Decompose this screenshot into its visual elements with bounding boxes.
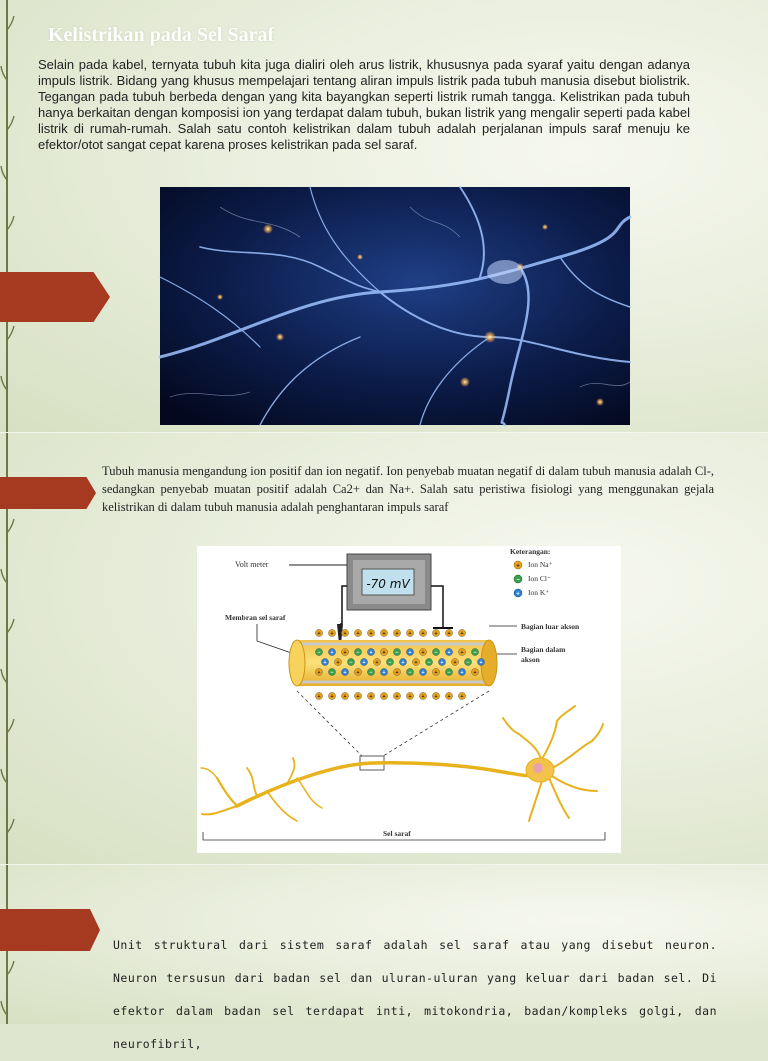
ion-sign: + (421, 694, 425, 700)
inner-axon-label-2: akson (521, 655, 540, 664)
ion-sign: + (369, 631, 373, 637)
slide-3 (0, 865, 768, 1051)
ion-sign: + (395, 670, 399, 676)
ion-sign: − (317, 650, 321, 656)
ion-sign: + (434, 694, 438, 700)
ion-sign: + (421, 650, 425, 656)
ion-sign: + (343, 670, 347, 676)
ion-sign: + (382, 694, 386, 700)
ion-sign: − (447, 670, 451, 676)
ion-sign: + (330, 650, 334, 656)
ion-sign: + (479, 660, 483, 666)
voltmeter-label: Volt meter (235, 560, 269, 569)
ion-sign: + (434, 631, 438, 637)
ion-sign: + (382, 650, 386, 656)
ion-sign: + (330, 631, 334, 637)
ion-sign: + (440, 660, 444, 666)
ion-sign: + (343, 650, 347, 656)
ion-sign: + (473, 670, 477, 676)
ion-sign: + (434, 670, 438, 676)
ion-sign: + (460, 670, 464, 676)
ion-sign: + (447, 694, 451, 700)
ion-sign: − (349, 660, 353, 666)
ion-sign: + (375, 660, 379, 666)
ion-sign: + (408, 694, 412, 700)
legend-cl: Ion Cl⁻ (528, 574, 551, 583)
legend-title: Keterangan: (510, 547, 551, 556)
ion-sign: + (317, 694, 321, 700)
slide-1 (0, 0, 768, 433)
ion-sign: + (362, 660, 366, 666)
ion-sign: + (460, 694, 464, 700)
accent-tag (0, 909, 100, 951)
cell-label: Sel saraf (383, 829, 411, 838)
intro-paragraph: Selain pada kabel, ternyata tubuh kita juga dialiri oleh arus listrik, khususnya pada syaraf yaitu dengan adanya impuls listrik. Bidang yang khusus mempelajari tentang aliran impuls listrik pada tubuh manusia disebut biolistrik. Tegangan pada tubuh berbeda dengan yang kita bayangkan seperti listrik rumah tangga. Kelistrikan pada tubuh hanya berkaitan dengan komposisi ion yang terdapat dalam tubuh, bukan listrik yang mengalir seperti pada kabel listrik di rumah-rumah. Salah satu contoh kelistrikan dalam tubuh adalah perjalanan impuls saraf menuju ke efektor/otot sangat cepat karena proses kelistrikan pada sel saraf. (38, 57, 690, 152)
ion-sign: + (408, 650, 412, 656)
svg-text:+: + (516, 591, 520, 598)
ion-sign: − (408, 670, 412, 676)
ion-sign: + (421, 670, 425, 676)
ion-sign: + (317, 631, 321, 637)
vine-decoration (0, 0, 14, 433)
ion-sign: + (414, 660, 418, 666)
ion-sign: + (356, 670, 360, 676)
ion-sign: + (369, 694, 373, 700)
ion-sign: + (401, 660, 405, 666)
membrane-label: Membran sel saraf (225, 613, 286, 622)
ion-sign: + (382, 631, 386, 637)
ion-sign: − (388, 660, 392, 666)
outer-ions-bottom (315, 692, 465, 700)
ion-sign: + (343, 631, 347, 637)
ion-sign: − (395, 650, 399, 656)
ion-sign: + (356, 631, 360, 637)
ion-sign: + (408, 631, 412, 637)
ion-sign: − (427, 660, 431, 666)
neuron-structure-paragraph: Unit struktural dari sistem saraf adalah sel saraf atau yang disebut neuron. Neuron tersusun dari badan sel dan uluran-uluran yang keluar dari badan sel. Di efektor dalam badan sel terdapat inti, mitokondria, badan/kompleks golgi, dan neurofibril, (113, 938, 717, 1051)
ion-sign: − (330, 670, 334, 676)
ion-sign: + (382, 670, 386, 676)
accent-tag (0, 477, 96, 509)
ion-sign: + (453, 660, 457, 666)
neuron-nucleus (533, 763, 543, 773)
ion-sign: + (336, 660, 340, 666)
slide-title: Kelistrikan pada Sel Saraf (48, 24, 275, 46)
ion-sign: − (473, 650, 477, 656)
outer-axon-label: Bagian luar akson (521, 622, 580, 631)
neuron-network-image (160, 187, 630, 425)
ion-sign: + (323, 660, 327, 666)
ion-sign: + (447, 650, 451, 656)
ion-sign: + (369, 650, 373, 656)
slide-2 (0, 433, 768, 865)
ion-sign: − (466, 660, 470, 666)
ion-sign: − (434, 650, 438, 656)
ion-sign: + (421, 631, 425, 637)
svg-text:−: − (516, 577, 520, 584)
ion-sign: + (447, 631, 451, 637)
ion-sign: + (343, 694, 347, 700)
ion-sign: + (330, 694, 334, 700)
ion-sign: + (356, 694, 360, 700)
legend-na: Ion Na⁺ (528, 560, 553, 569)
ion-sign: + (460, 650, 464, 656)
inner-axon-label-1: Bagian dalam (521, 645, 566, 654)
ion-paragraph: Tubuh manusia mengandung ion positif dan ion negatif. Ion penyebab muatan negatif di dalam tubuh manusia adalah Cl-, sedangkan penyebab muatan positif adalah Ca2+ dan Na+. Salah satu peristiwa fisiologi yang menggunakan gejala kelistrikan di dalam tubuh manusia adalah penghantaran impuls saraf (102, 464, 714, 514)
ion-sign: + (317, 670, 321, 676)
voltage-reading: -70 mV (366, 577, 410, 591)
ion-sign: − (369, 670, 373, 676)
ion-sign: + (395, 631, 399, 637)
accent-tag (0, 272, 110, 322)
svg-text:+: + (516, 563, 520, 570)
legend-k: Ion K⁺ (528, 588, 550, 597)
ion-sign: + (395, 694, 399, 700)
nerve-membrane-diagram (197, 546, 621, 853)
ion-sign: − (356, 650, 360, 656)
ion-sign: + (460, 631, 464, 637)
